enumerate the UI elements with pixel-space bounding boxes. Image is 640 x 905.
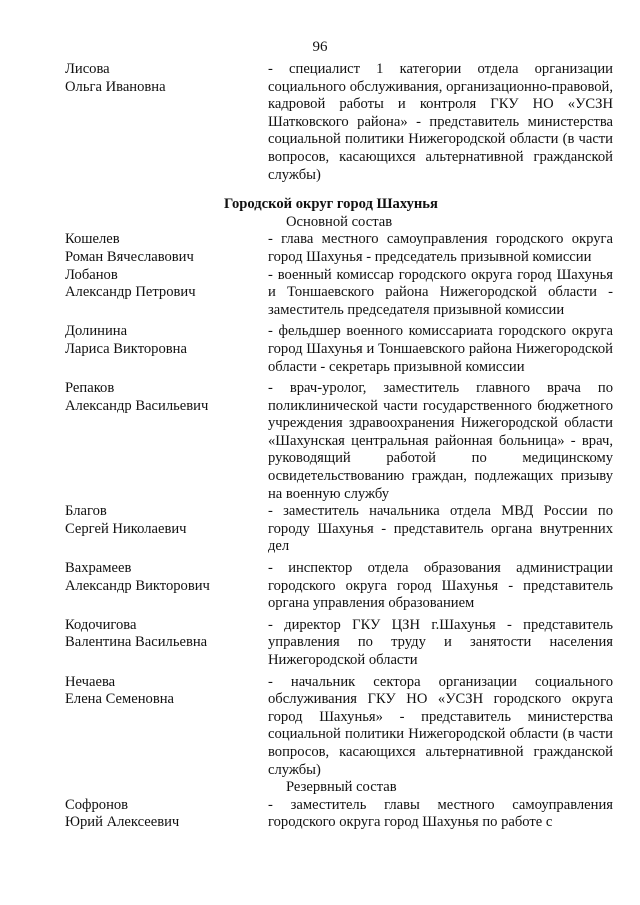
page-number: 96	[312, 39, 328, 55]
member-given-names: Валентина Васильевна	[65, 634, 208, 651]
main-composition-heading: Основной состав	[286, 213, 393, 230]
member-name	[65, 674, 268, 709]
member-role: - специалист 1 категории отдела организации социального обслуживания, организационно-правовой, кадровой работы и контроля ГКУ НО «УСЗН Шатковского района» - представитель министерства социальной политики Нижегородской области (в части вопросов, касающихся альтернативной гражданской службы)	[268, 61, 613, 183]
member-entry	[65, 560, 613, 613]
member-given-names: Ольга Ивановна	[65, 78, 166, 95]
member-role: - директор ГКУ ЦЗН г.Шахунья - представитель управления по труду и занятости населения Нижегородской области	[268, 616, 613, 668]
member-role: - заместитель начальника отдела МВД России по городу Шахунья - представитель органа внутренних дел	[268, 503, 613, 555]
member-given-names: Александр Петрович	[65, 284, 196, 301]
member-name	[65, 61, 268, 96]
member-name	[65, 797, 268, 832]
member-surname: Благов	[65, 503, 107, 520]
member-surname: Нечаева	[65, 673, 116, 690]
member-given-names: Лариса Викторовна	[65, 340, 187, 357]
member-surname: Репаков	[65, 380, 115, 397]
member-role: - военный комиссар городского округа город Шахунья и Тоншаевского района Нижегородской области - заместитель председателя призывной комиссии	[268, 266, 613, 318]
section-title: Городской округ город Шахунья	[224, 196, 438, 213]
reserve-composition-heading: Резервный состав	[286, 779, 397, 796]
member-entry	[65, 503, 613, 556]
member-surname: Долинина	[65, 323, 128, 340]
member-surname: Вахрамеев	[65, 560, 132, 577]
member-entry	[65, 674, 613, 780]
member-role: - фельдшер военного комиссариата городского округа город Шахунья и Тоншаевского района Нижегородской области - секретарь призывной комиссии	[268, 323, 613, 375]
member-name	[65, 380, 268, 415]
member-entry	[65, 267, 613, 320]
member-entry	[65, 323, 613, 376]
member-name	[65, 231, 268, 266]
member-surname: Софронов	[65, 796, 129, 813]
member-surname: Кодочигова	[65, 616, 137, 633]
member-given-names: Александр Викторович	[65, 577, 210, 594]
member-name	[65, 267, 268, 302]
member-entry	[65, 61, 613, 184]
member-name	[65, 560, 268, 595]
member-role: - глава местного самоуправления городского округа город Шахунья - председатель призывной комиссии	[268, 231, 613, 265]
member-entry	[65, 797, 613, 832]
member-entry	[65, 231, 613, 266]
member-given-names: Александр Васильевич	[65, 397, 209, 414]
member-name	[65, 503, 268, 538]
document-body	[65, 61, 613, 832]
member-entry	[65, 380, 613, 503]
member-name	[65, 323, 268, 358]
member-name	[65, 617, 268, 652]
member-surname: Лисова	[65, 61, 110, 77]
member-entry	[65, 617, 613, 670]
member-given-names: Роман Вячеславович	[65, 248, 194, 265]
member-surname: Кошелев	[65, 231, 120, 248]
member-role: - начальник сектора организации социального обслуживания ГКУ НО «УСЗН городского округа город Шахунья» - представитель министерства социальной политики Нижегородской области (в части вопросов, касающихся альтернативной гражданской службы)	[268, 673, 613, 778]
member-surname: Лобанов	[65, 266, 118, 283]
member-given-names: Елена Семеновна	[65, 691, 174, 708]
member-role: - инспектор отдела образования администрации городского округа город Шахунья - представитель органа управления образованием	[268, 560, 613, 612]
member-role: - врач-уролог, заместитель главного врача по поликлинической части государственного бюджетного учреждения здравоохранения Нижегородской области «Шахунская центральная районная больница» - врач, руководящий работой по медицинскому освидетельствованию граждан, подлежащих призыву на военную службу	[268, 380, 613, 502]
member-given-names: Юрий Алексеевич	[65, 814, 180, 831]
member-role: - заместитель главы местного самоуправления городского округа город Шахунья по работе с	[268, 796, 613, 831]
member-given-names: Сергей Николаевич	[65, 520, 187, 537]
